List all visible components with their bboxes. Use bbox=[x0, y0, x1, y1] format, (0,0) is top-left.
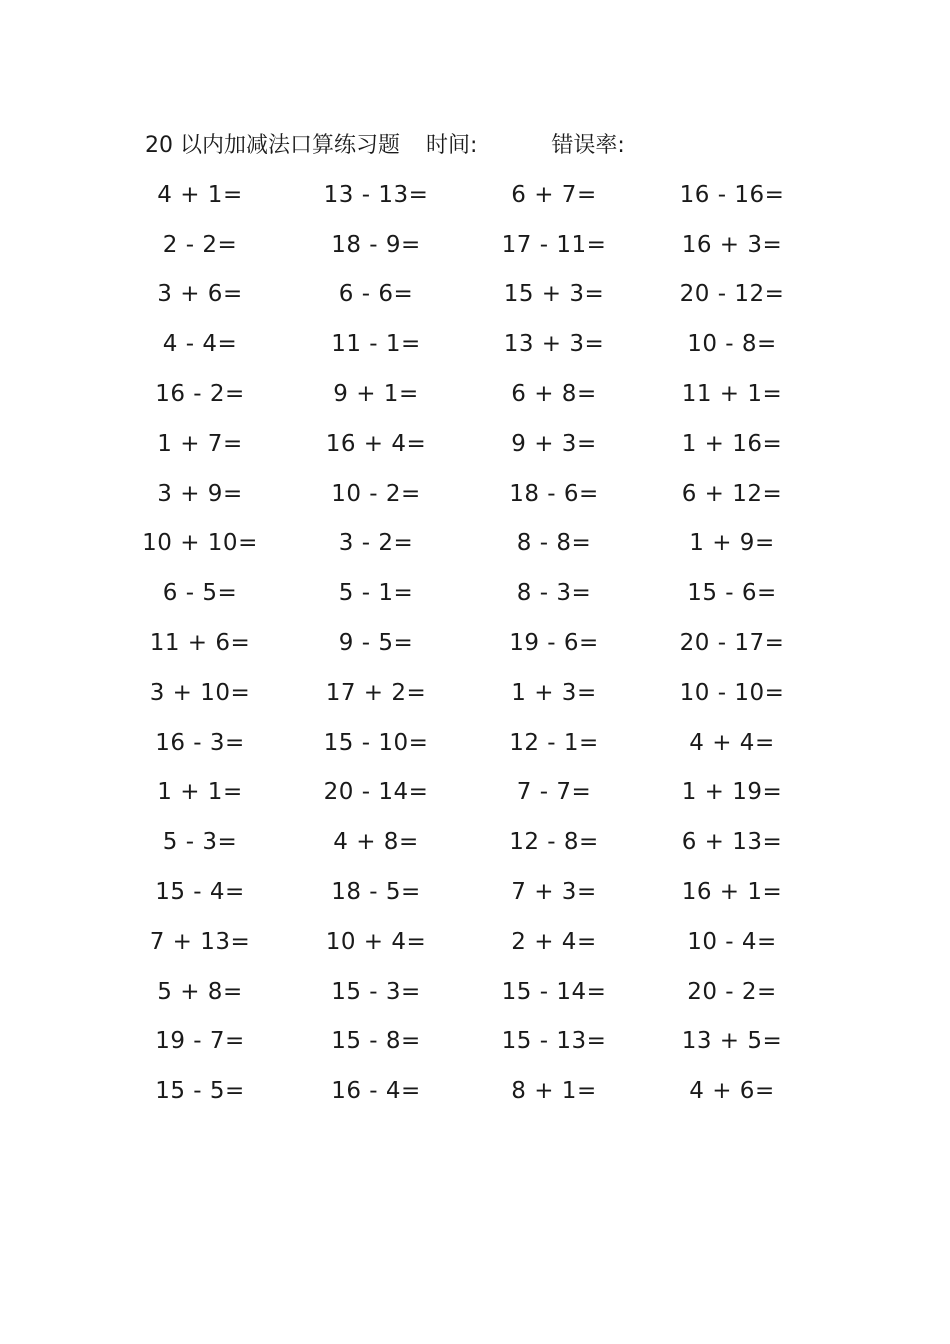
problem-row bbox=[0, 967, 950, 1017]
problem-item: 16 - 3= bbox=[155, 729, 245, 756]
problem-item: 6 - 6= bbox=[338, 281, 414, 308]
problem-row bbox=[0, 768, 950, 818]
problem-item: 3 + 9= bbox=[157, 480, 243, 507]
worksheet-title: 20 以内加减法口算练习题 bbox=[145, 132, 400, 158]
problem-item: 7 + 3= bbox=[511, 879, 597, 906]
problem-item: 15 - 4= bbox=[155, 879, 245, 906]
problem-row bbox=[0, 319, 950, 369]
problem-row bbox=[0, 668, 950, 718]
problem-item: 15 - 10= bbox=[323, 729, 429, 756]
problem-item: 4 - 4= bbox=[162, 331, 238, 358]
problem-item: 16 + 1= bbox=[681, 879, 783, 906]
problem-item: 5 - 1= bbox=[338, 580, 414, 607]
problem-item: 15 + 3= bbox=[503, 281, 605, 308]
problem-row bbox=[0, 917, 950, 967]
problem-item: 1 + 19= bbox=[681, 779, 783, 806]
problem-row bbox=[0, 867, 950, 917]
problem-row bbox=[0, 1017, 950, 1067]
problem-item: 3 + 10= bbox=[149, 679, 251, 706]
problem-row bbox=[0, 369, 950, 419]
problem-item: 4 + 6= bbox=[689, 1078, 775, 1105]
problem-item: 16 + 4= bbox=[325, 430, 427, 457]
problem-item: 16 - 4= bbox=[331, 1078, 421, 1105]
problem-item: 10 - 2= bbox=[331, 480, 421, 507]
problem-item: 9 + 1= bbox=[333, 381, 419, 408]
problem-item: 16 - 2= bbox=[155, 381, 245, 408]
problem-item: 15 - 3= bbox=[331, 978, 421, 1005]
problem-item: 4 + 1= bbox=[157, 181, 243, 208]
problem-item: 13 + 5= bbox=[681, 1028, 783, 1055]
problem-item: 13 + 3= bbox=[503, 331, 605, 358]
problem-item: 3 - 2= bbox=[338, 530, 414, 557]
problem-item: 15 - 14= bbox=[501, 978, 607, 1005]
problem-item: 10 - 8= bbox=[687, 331, 777, 358]
problem-item: 20 - 2= bbox=[687, 978, 777, 1005]
problem-item: 15 - 13= bbox=[501, 1028, 607, 1055]
problem-item: 1 + 16= bbox=[681, 430, 783, 457]
problem-item: 19 - 6= bbox=[509, 630, 599, 657]
problem-row bbox=[0, 419, 950, 469]
problem-item: 5 + 8= bbox=[157, 978, 243, 1005]
problem-item: 11 + 1= bbox=[681, 381, 783, 408]
problem-item: 20 - 17= bbox=[679, 630, 785, 657]
problem-row bbox=[0, 1066, 950, 1116]
problem-item: 8 - 8= bbox=[516, 530, 592, 557]
problem-item: 10 + 10= bbox=[142, 530, 258, 557]
problem-item: 6 + 13= bbox=[681, 829, 783, 856]
problem-item: 20 - 14= bbox=[323, 779, 429, 806]
problem-item: 1 + 3= bbox=[511, 679, 597, 706]
problem-row bbox=[0, 220, 950, 270]
problem-row bbox=[0, 270, 950, 320]
problem-item: 6 + 12= bbox=[681, 480, 783, 507]
problem-item: 12 - 8= bbox=[509, 829, 599, 856]
problem-row bbox=[0, 718, 950, 768]
problem-item: 19 - 7= bbox=[155, 1028, 245, 1055]
problem-row bbox=[0, 519, 950, 569]
problem-item: 7 - 7= bbox=[516, 779, 592, 806]
problem-item: 10 + 4= bbox=[325, 928, 427, 955]
problem-item: 8 + 1= bbox=[511, 1078, 597, 1105]
problem-item: 6 + 7= bbox=[511, 181, 597, 208]
problem-item: 3 + 6= bbox=[157, 281, 243, 308]
problem-row bbox=[0, 817, 950, 867]
problem-item: 10 - 4= bbox=[687, 928, 777, 955]
problem-item: 9 + 3= bbox=[511, 430, 597, 457]
problem-item: 18 - 9= bbox=[331, 231, 421, 258]
problem-item: 7 + 13= bbox=[149, 928, 251, 955]
problem-item: 15 - 6= bbox=[687, 580, 777, 607]
problem-item: 11 + 6= bbox=[149, 630, 251, 657]
problem-item: 6 + 8= bbox=[511, 381, 597, 408]
problem-item: 13 - 13= bbox=[323, 181, 429, 208]
error-rate-label: 错误率: bbox=[551, 132, 625, 158]
problem-item: 10 - 10= bbox=[679, 679, 785, 706]
problem-item: 18 - 6= bbox=[509, 480, 599, 507]
problem-row bbox=[0, 170, 950, 220]
problem-item: 15 - 5= bbox=[155, 1078, 245, 1105]
problem-grid bbox=[0, 170, 950, 1116]
problem-item: 16 - 16= bbox=[679, 181, 785, 208]
problem-item: 16 + 3= bbox=[681, 231, 783, 258]
problem-item: 18 - 5= bbox=[331, 879, 421, 906]
problem-item: 17 - 11= bbox=[501, 231, 607, 258]
problem-item: 20 - 12= bbox=[679, 281, 785, 308]
problem-item: 2 + 4= bbox=[511, 928, 597, 955]
worksheet-header bbox=[145, 123, 625, 163]
time-label: 时间: bbox=[426, 132, 478, 158]
problem-item: 9 - 5= bbox=[338, 630, 414, 657]
problem-row bbox=[0, 568, 950, 618]
problem-item: 4 + 8= bbox=[333, 829, 419, 856]
problem-item: 1 + 1= bbox=[157, 779, 243, 806]
problem-item: 6 - 5= bbox=[162, 580, 238, 607]
problem-item: 4 + 4= bbox=[689, 729, 775, 756]
problem-item: 1 + 7= bbox=[157, 430, 243, 457]
problem-item: 15 - 8= bbox=[331, 1028, 421, 1055]
problem-row bbox=[0, 618, 950, 668]
problem-item: 12 - 1= bbox=[509, 729, 599, 756]
problem-row bbox=[0, 469, 950, 519]
problem-item: 8 - 3= bbox=[516, 580, 592, 607]
problem-item: 1 + 9= bbox=[689, 530, 775, 557]
problem-item: 2 - 2= bbox=[162, 231, 238, 258]
problem-item: 11 - 1= bbox=[331, 331, 421, 358]
problem-item: 5 - 3= bbox=[162, 829, 238, 856]
problem-item: 17 + 2= bbox=[325, 679, 427, 706]
